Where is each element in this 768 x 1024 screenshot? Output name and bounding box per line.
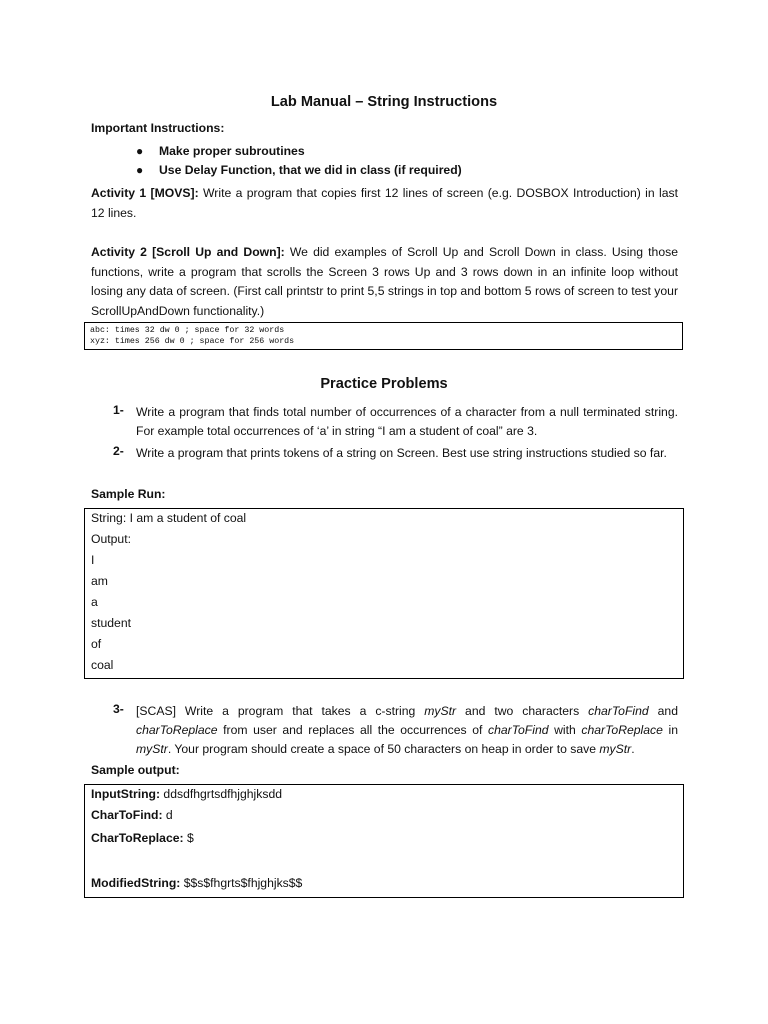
modified-string-value: $$s$fhgrts$fhjghjks$$	[180, 876, 303, 890]
input-string-value: ddsdfhgrtsdfhjghjksdd	[160, 787, 282, 801]
problem-3-span: charToReplace	[136, 723, 218, 737]
problem-3-span: charToFind	[488, 723, 549, 737]
sample-run-label: Sample Run:	[91, 487, 166, 501]
problem-3-span: myStr	[424, 704, 457, 718]
modified-string-label: ModifiedString:	[91, 876, 181, 890]
problem-3-span: . Your program should create a space of 50 characters on heap in order to save	[167, 742, 600, 756]
modified-string-line	[91, 876, 302, 890]
problem-3-span: myStr	[136, 742, 168, 756]
sample-run-line: Output:	[91, 532, 131, 546]
bullet-icon: ●	[136, 163, 144, 177]
sample-run-line: student	[91, 616, 131, 630]
problem-3-span: myStr	[599, 742, 632, 756]
problem-3-span: charToReplace	[581, 723, 663, 737]
sample-output-box	[84, 784, 684, 898]
bullet-text: Use Delay Function, that we did in class (if required)	[159, 163, 462, 177]
problem-3-span: and two characters	[456, 704, 589, 718]
activity-1-text: Write a program that copies first 12 lines of screen (e.g. DOSBOX Introduction) in last 12 lines.	[91, 186, 678, 220]
char-to-find-label: CharToFind:	[91, 808, 163, 822]
problem-3-span: charToFind	[588, 704, 649, 718]
char-to-find-line	[91, 808, 173, 822]
problem-3-span: with	[548, 723, 582, 737]
sample-run-line: coal	[91, 658, 114, 672]
problem-2-number: 2-	[113, 444, 124, 458]
sample-run-line: a	[91, 595, 98, 609]
sample-run-line: am	[91, 574, 108, 588]
code-line: xyz: times 256 dw 0 ; space for 256 words	[90, 337, 295, 346]
problem-3-number: 3-	[113, 702, 124, 716]
bullet-text: Make proper subroutines	[159, 144, 305, 158]
problem-2-text: Write a program that prints tokens of a string on Screen. Best use string instructions studied so far.	[136, 446, 667, 460]
sample-run-line: I	[91, 553, 95, 567]
problem-3-span: .	[631, 742, 635, 756]
bullet-icon: ●	[136, 144, 144, 158]
input-string-label: InputString:	[91, 787, 161, 801]
char-to-replace-label: CharToReplace:	[91, 831, 184, 845]
activity-1-label: Activity 1 [MOVS]:	[91, 186, 199, 200]
activity-2	[91, 243, 678, 321]
important-instructions-heading: Important Instructions:	[91, 121, 225, 135]
code-line: abc: times 32 dw 0 ; space for 32 words	[90, 326, 285, 335]
practice-problems-heading: Practice Problems	[320, 376, 448, 392]
sample-run-line: String: I am a student of coal	[91, 511, 247, 525]
activity-1	[91, 184, 678, 223]
sample-run-line: of	[91, 637, 102, 651]
code-block	[84, 322, 683, 350]
problem-1-text: Write a program that finds total number of occurrences of a character from a null terminated string. For example total occurrences of ‘a’ in string “I am a student of coal” are 3.	[136, 405, 678, 438]
bullet-item	[136, 163, 143, 177]
sample-run-box	[84, 508, 684, 679]
input-string-line	[91, 787, 282, 801]
char-to-replace-line	[91, 831, 194, 845]
char-to-replace-value: $	[183, 831, 194, 845]
bullet-item	[136, 144, 143, 158]
problem-3-span: in	[662, 723, 678, 737]
problem-3-span: and	[648, 704, 678, 718]
char-to-find-value: d	[162, 808, 173, 822]
activity-2-text: We did examples of Scroll Up and Scroll Down in class. Using those functions, write a program that scrolls the Screen 3 rows Up and 3 rows down in an infinite loop without losing any data of screen. (First call printstr to print 5,5 strings in top and bottom 5 rows of screen to test your ScrollUpAndDown functionality.)	[91, 245, 678, 318]
problem-3-text	[136, 702, 678, 759]
problem-3-span: [SCAS] Write a program that takes a c-string	[136, 704, 425, 718]
sample-output-label: Sample output:	[91, 763, 180, 777]
activity-2-label: Activity 2 [Scroll Up and Down]:	[91, 245, 285, 259]
page-title: Lab Manual – String Instructions	[270, 94, 498, 110]
problem-3-span: from user and replaces all the occurrences of	[217, 723, 488, 737]
problem-1-number: 1-	[113, 403, 124, 417]
